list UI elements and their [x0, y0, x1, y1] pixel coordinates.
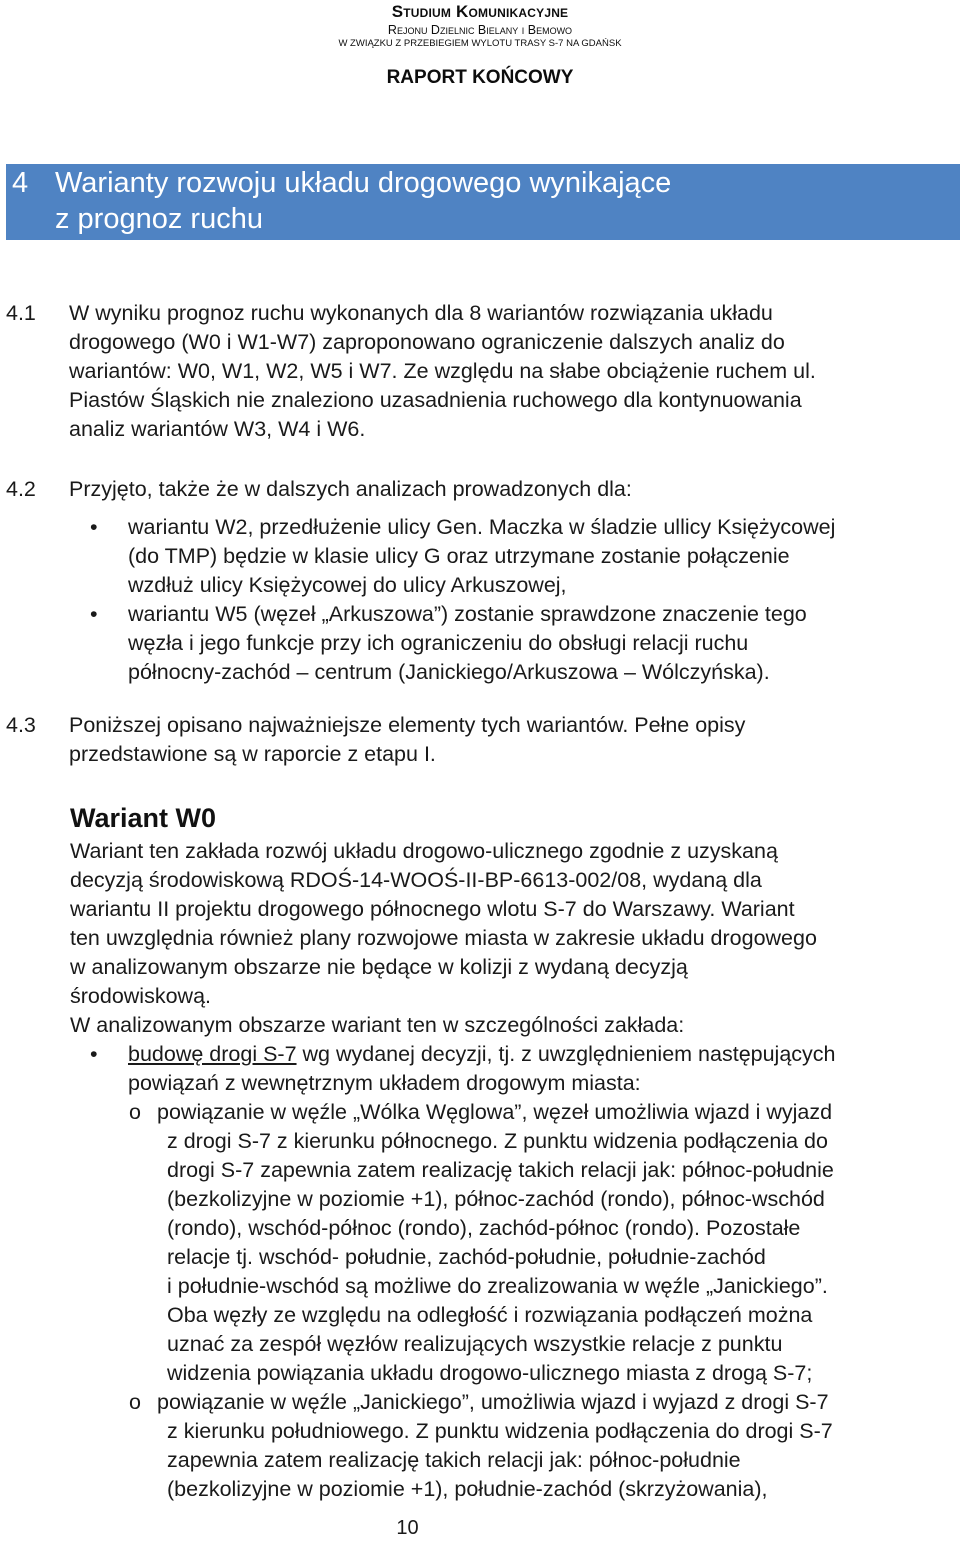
- sub-bullet-marker: o: [129, 1390, 141, 1414]
- bullet-icon: •: [90, 602, 98, 626]
- text-line: (rondo), wschód-północ (rondo), zachód-północ (rondo). Pozostałe: [167, 1216, 801, 1240]
- section-number: 4.3: [6, 713, 36, 737]
- text-fragment: wg wydanej decyzji, tj. z uwzględnieniem następujących: [296, 1042, 836, 1066]
- header-organization: Studium Komunikacyjne: [391, 2, 569, 21]
- variant-heading: Wariant W0: [70, 803, 217, 833]
- text-line: (bezkolizyjne w poziomie +1), północ-zachód (rondo), północ-wschód: [167, 1187, 825, 1211]
- page-number: 10: [396, 1517, 419, 1539]
- text-line: drogi S-7 zapewnia zatem realizację takich relacji jak: północ-południe: [167, 1158, 834, 1182]
- header-subtitle-2: W ZWIĄZKU Z PRZEBIEGIEM WYLOTU TRASY S-7 NA GDAŃSK: [338, 38, 622, 49]
- text-line: wariantu II projektu drogowego północnego wlotu S-7 do Warszawy. Wariant: [70, 897, 795, 921]
- text-line: uznać za zespół węzłów realizujących wszystkie relacje z punktu: [167, 1332, 783, 1356]
- text-line: Wariant ten zakłada rozwój układu drogowo-ulicznego zgodnie z uzyskaną: [70, 839, 778, 863]
- underlined-text: budowę drogi S-7: [128, 1042, 297, 1066]
- text-line: W analizowanym obszarze wariant ten w szczególności zakłada:: [70, 1013, 685, 1037]
- text-line: wzdłuż ulicy Księżycowej do ulicy Arkuszowej,: [128, 573, 567, 597]
- section-body: [69, 299, 954, 444]
- variant-intro: [70, 837, 817, 1040]
- bullet-icon: •: [90, 1042, 98, 1066]
- text-line: węzła i jego funkcje przy ich ograniczeniu do obsługi relacji ruchu: [128, 631, 749, 655]
- header-subtitle-1: Rejonu Dzielnic Bielany i Bemowo: [387, 23, 573, 37]
- text-line: przedstawione są w raporcie z etapu I.: [69, 742, 436, 766]
- text-line: Przyjęto, także że w dalszych analizach prowadzonych dla:: [69, 477, 632, 501]
- text-line: Piastów Śląskich nie znaleziono uzasadnienia ruchowego dla kontynuowania: [69, 388, 802, 412]
- text-line: z kierunku południowego. Z punktu widzenia podłączenia do drogi S-7: [167, 1419, 833, 1443]
- sub-bullet-marker: o: [129, 1100, 141, 1124]
- text-line: wariantów: W0, W1, W2, W5 i W7. Ze względu na słabe obciążenie ruchem ul.: [69, 359, 816, 383]
- text-line: zapewnia zatem realizację takich relacji jak: północ-południe: [167, 1448, 741, 1472]
- text-line: W wyniku prognoz ruchu wykonanych dla 8 wariantów rozwiązania układu: [69, 301, 773, 325]
- text-line: (do TMP) będzie w klasie ulicy G oraz utrzymane zostanie połączenie: [128, 544, 790, 568]
- text-line: i południe-wschód są możliwe do zrealizowania w węźle „Janickiego”.: [167, 1274, 828, 1298]
- text-line: z drogi S-7 z kierunku północnego. Z punktu widzenia podłączenia do: [167, 1129, 828, 1153]
- section-number: 4.1: [6, 301, 36, 325]
- section-body: [69, 711, 954, 769]
- text-line: środowiskową.: [70, 984, 211, 1008]
- text-line: północny-zachód – centrum (Janickiego/Arkuszowa – Wólczyńska).: [128, 660, 770, 684]
- text-line: relacje tj. wschód- południe, zachód-południe, południe-zachód: [167, 1245, 766, 1269]
- chapter-number: 4: [12, 167, 29, 199]
- text-line: powiązanie w węźle „Janickiego”, umożliwia wjazd i wyjazd z drogi S-7: [157, 1390, 829, 1414]
- chapter-title-line-2: z prognoz ruchu: [55, 203, 263, 235]
- text-line: wariantu W2, przedłużenie ulicy Gen. Maczka w śladzie ullicy Księżycowej: [128, 515, 836, 539]
- text-line: wariantu W5 (węzeł „Arkuszowa”) zostanie sprawdzone znaczenie tego: [128, 602, 807, 626]
- text-line: Oba węzły ze względu na odległość i rozwiązania podłączeń można: [167, 1303, 813, 1327]
- text-line: powiązanie w węźle „Wólka Węglowa”, węzeł umożliwia wjazd i wyjazd: [157, 1100, 833, 1124]
- chapter-title-line-1: Warianty rozwoju układu drogowego wynikające: [55, 167, 672, 199]
- text-line: analiz wariantów W3, W4 i W6.: [69, 417, 366, 441]
- text-line: ten uwzględnia również plany rozwojowe miasta w zakresie układu drogowego: [70, 926, 817, 950]
- text-line: Poniższej opisano najważniejsze elementy tych wariantów. Pełne opisy: [69, 713, 746, 737]
- header-report-title: RAPORT KOŃCOWY: [386, 67, 574, 88]
- section-number: 4.2: [6, 477, 36, 501]
- text-line: w analizowanym obszarze nie będące w kolizji z wydaną decyzją: [70, 955, 688, 979]
- text-line: widzenia powiązania układu drogowo-ulicznego miasta z drogą S-7;: [167, 1361, 813, 1385]
- bullet-icon: •: [90, 515, 98, 539]
- section-body: [69, 475, 954, 504]
- text-line: powiązań z wewnętrznym układem drogowym miasta:: [128, 1071, 641, 1095]
- chapter-heading: [6, 164, 960, 240]
- text-line: [128, 1040, 836, 1069]
- text-line: drogowego (W0 i W1-W7) zaproponowano ograniczenie dalszych analiz do: [69, 330, 785, 354]
- text-line: (bezkolizyjne w poziomie +1), południe-zachód (skrzyżowania),: [167, 1477, 768, 1501]
- text-line: decyzją środowiskową RDOŚ-14-WOOŚ-II-BP-6613-002/08, wydaną dla: [70, 868, 762, 892]
